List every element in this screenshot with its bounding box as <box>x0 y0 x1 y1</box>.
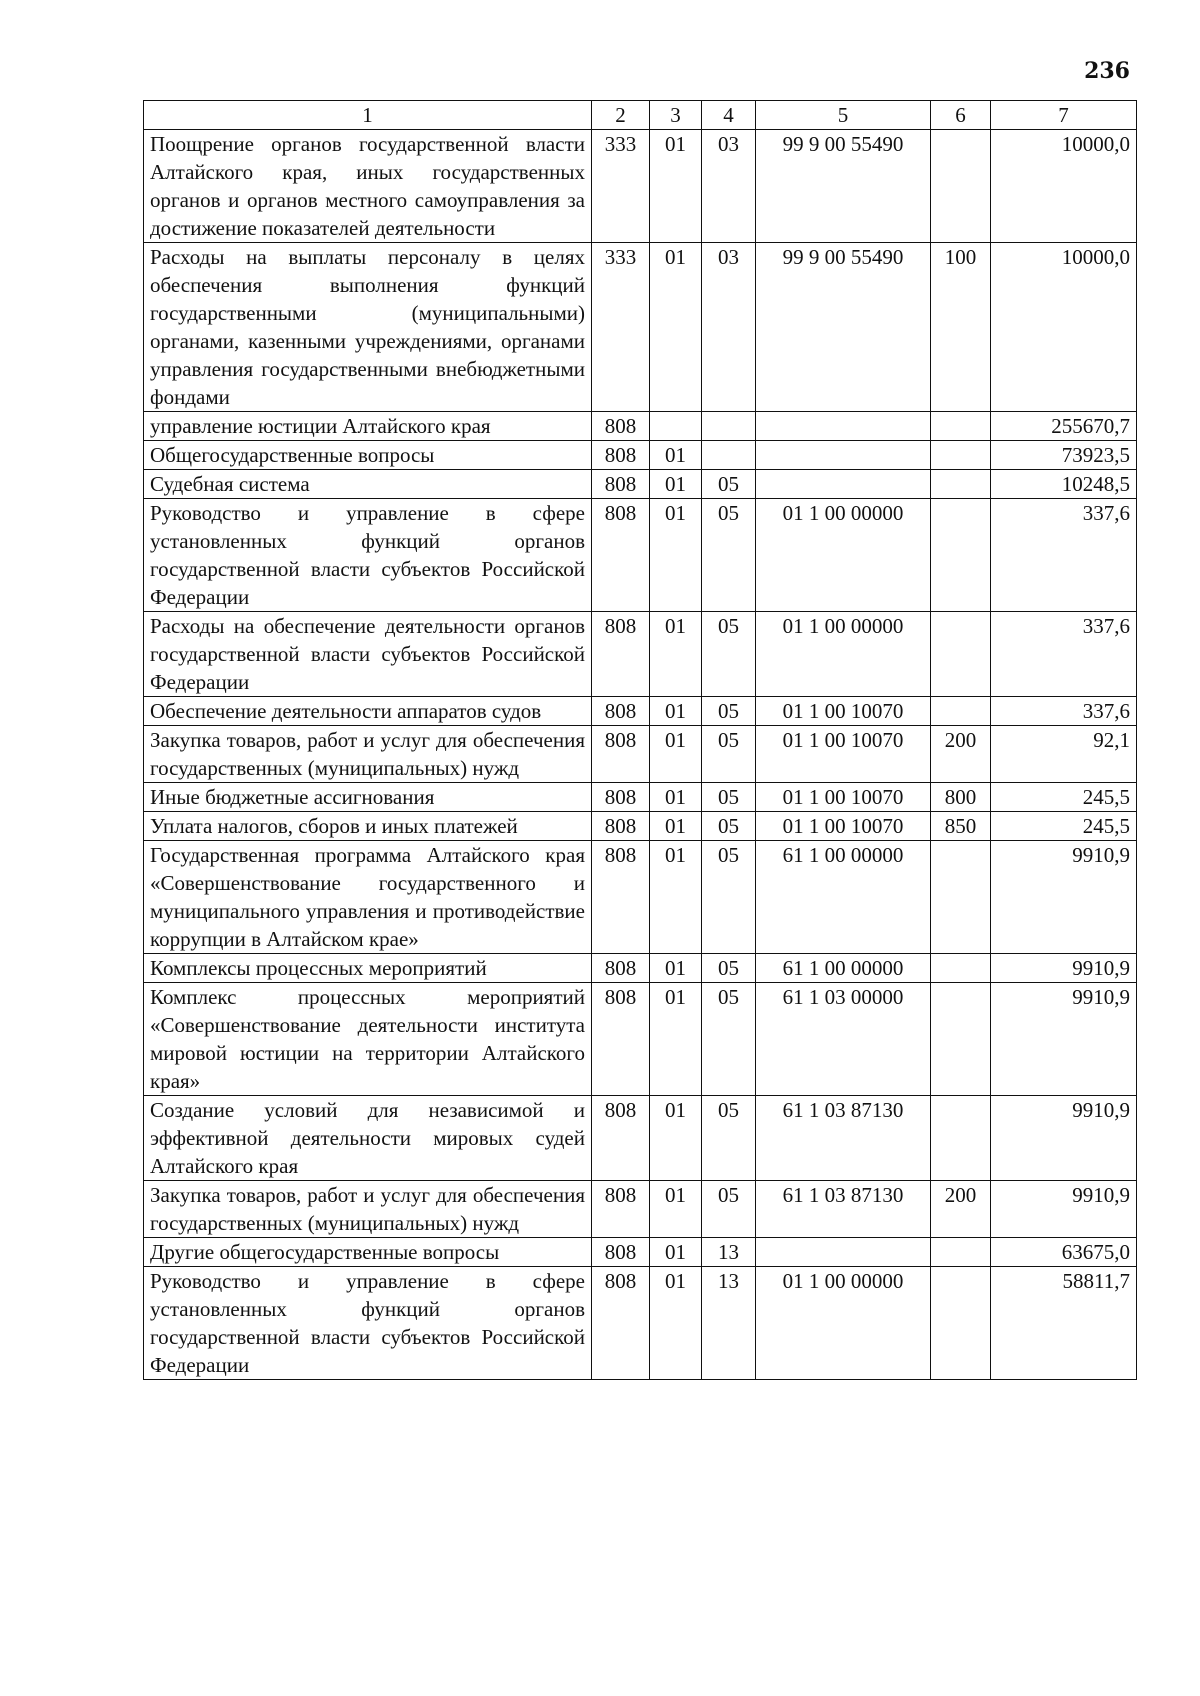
section-code-cell: 01 <box>650 841 702 954</box>
budget-table <box>143 100 1137 1380</box>
expense-type-code-cell <box>931 841 991 954</box>
ministry-code-cell: 808 <box>592 697 650 726</box>
column-header: 5 <box>756 101 931 130</box>
expense-type-code-cell <box>931 1267 991 1380</box>
target-article-code-cell: 01 1 00 10070 <box>756 726 931 783</box>
amount-cell: 9910,9 <box>991 954 1137 983</box>
table-row <box>144 841 1137 954</box>
ministry-code-cell: 808 <box>592 441 650 470</box>
subsection-code-cell: 05 <box>702 841 756 954</box>
expense-type-code-cell <box>931 1238 991 1267</box>
item-name-cell: Поощрение органов государственной власти Алтайского края, иных государственных органов и органов местного самоуправления за достижение показателей деятельности <box>144 130 592 243</box>
subsection-code-cell: 13 <box>702 1267 756 1380</box>
section-code-cell: 01 <box>650 441 702 470</box>
item-name-cell: Общегосударственные вопросы <box>144 441 592 470</box>
ministry-code-cell: 333 <box>592 130 650 243</box>
amount-cell: 63675,0 <box>991 1238 1137 1267</box>
subsection-code-cell: 05 <box>702 726 756 783</box>
section-code-cell: 01 <box>650 1181 702 1238</box>
item-name-cell: Руководство и управление в сфере установленных функций органов государственной власти субъектов Российской Федерации <box>144 1267 592 1380</box>
subsection-code-cell: 05 <box>702 783 756 812</box>
target-article-code-cell <box>756 1238 931 1267</box>
subsection-code-cell: 03 <box>702 243 756 412</box>
target-article-code-cell: 01 1 00 00000 <box>756 612 931 697</box>
section-code-cell: 01 <box>650 954 702 983</box>
item-name-cell: Другие общегосударственные вопросы <box>144 1238 592 1267</box>
target-article-code-cell: 01 1 00 00000 <box>756 499 931 612</box>
item-name-cell: Руководство и управление в сфере установленных функций органов государственной власти субъектов Российской Федерации <box>144 499 592 612</box>
amount-cell: 337,6 <box>991 612 1137 697</box>
target-article-code-cell: 61 1 00 00000 <box>756 954 931 983</box>
ministry-code-cell: 333 <box>592 243 650 412</box>
table-body <box>144 130 1137 1380</box>
item-name-cell: Создание условий для независимой и эффективной деятельности мировых судей Алтайского края <box>144 1096 592 1181</box>
expense-type-code-cell <box>931 1096 991 1181</box>
item-name-cell: Обеспечение деятельности аппаратов судов <box>144 697 592 726</box>
amount-cell: 9910,9 <box>991 983 1137 1096</box>
section-code-cell: 01 <box>650 983 702 1096</box>
page-number: 236 <box>1084 58 1130 84</box>
subsection-code-cell: 13 <box>702 1238 756 1267</box>
ministry-code-cell: 808 <box>592 841 650 954</box>
section-code-cell: 01 <box>650 243 702 412</box>
expense-type-code-cell <box>931 470 991 499</box>
table-row <box>144 412 1137 441</box>
table-row <box>144 1096 1137 1181</box>
column-header: 3 <box>650 101 702 130</box>
section-code-cell: 01 <box>650 697 702 726</box>
amount-cell: 245,5 <box>991 783 1137 812</box>
item-name-cell: Закупка товаров, работ и услуг для обеспечения государственных (муниципальных) нужд <box>144 726 592 783</box>
table-row <box>144 783 1137 812</box>
table-row <box>144 470 1137 499</box>
item-name-cell: Иные бюджетные ассигнования <box>144 783 592 812</box>
amount-cell: 9910,9 <box>991 1096 1137 1181</box>
column-header: 1 <box>144 101 592 130</box>
section-code-cell: 01 <box>650 499 702 612</box>
item-name-cell: Судебная система <box>144 470 592 499</box>
section-code-cell: 01 <box>650 612 702 697</box>
amount-cell: 10000,0 <box>991 130 1137 243</box>
ministry-code-cell: 808 <box>592 1238 650 1267</box>
target-article-code-cell <box>756 470 931 499</box>
amount-cell: 10248,5 <box>991 470 1137 499</box>
expense-type-code-cell: 800 <box>931 783 991 812</box>
target-article-code-cell: 01 1 00 10070 <box>756 812 931 841</box>
table-row <box>144 697 1137 726</box>
table-row <box>144 612 1137 697</box>
target-article-code-cell: 61 1 00 00000 <box>756 841 931 954</box>
table-row <box>144 812 1137 841</box>
table-row <box>144 243 1137 412</box>
section-code-cell: 01 <box>650 812 702 841</box>
column-header: 4 <box>702 101 756 130</box>
expense-type-code-cell <box>931 130 991 243</box>
subsection-code-cell: 05 <box>702 1181 756 1238</box>
section-code-cell: 01 <box>650 130 702 243</box>
section-code-cell: 01 <box>650 1267 702 1380</box>
expense-type-code-cell: 200 <box>931 1181 991 1238</box>
amount-cell: 337,6 <box>991 697 1137 726</box>
ministry-code-cell: 808 <box>592 1267 650 1380</box>
expense-type-code-cell <box>931 499 991 612</box>
amount-cell: 92,1 <box>991 726 1137 783</box>
target-article-code-cell: 01 1 00 00000 <box>756 1267 931 1380</box>
ministry-code-cell: 808 <box>592 954 650 983</box>
expense-type-code-cell <box>931 612 991 697</box>
item-name-cell: Закупка товаров, работ и услуг для обеспечения государственных (муниципальных) нужд <box>144 1181 592 1238</box>
ministry-code-cell: 808 <box>592 412 650 441</box>
amount-cell: 10000,0 <box>991 243 1137 412</box>
table-row <box>144 726 1137 783</box>
expense-type-code-cell <box>931 412 991 441</box>
subsection-code-cell: 05 <box>702 954 756 983</box>
subsection-code-cell: 05 <box>702 612 756 697</box>
item-name-cell: Комплекс процессных мероприятий «Совершенствование деятельности института мировой юстиции на территории Алтайского края» <box>144 983 592 1096</box>
target-article-code-cell: 01 1 00 10070 <box>756 783 931 812</box>
item-name-cell: Комплексы процессных мероприятий <box>144 954 592 983</box>
ministry-code-cell: 808 <box>592 812 650 841</box>
section-code-cell: 01 <box>650 783 702 812</box>
expense-type-code-cell <box>931 441 991 470</box>
table-row <box>144 441 1137 470</box>
subsection-code-cell: 03 <box>702 130 756 243</box>
column-header: 7 <box>991 101 1137 130</box>
subsection-code-cell: 05 <box>702 983 756 1096</box>
expense-type-code-cell <box>931 697 991 726</box>
table-row <box>144 1181 1137 1238</box>
subsection-code-cell: 05 <box>702 812 756 841</box>
section-code-cell <box>650 412 702 441</box>
amount-cell: 255670,7 <box>991 412 1137 441</box>
target-article-code-cell: 61 1 03 00000 <box>756 983 931 1096</box>
ministry-code-cell: 808 <box>592 983 650 1096</box>
table-row <box>144 499 1137 612</box>
section-code-cell: 01 <box>650 470 702 499</box>
target-article-code-cell: 61 1 03 87130 <box>756 1096 931 1181</box>
amount-cell: 73923,5 <box>991 441 1137 470</box>
ministry-code-cell: 808 <box>592 1096 650 1181</box>
target-article-code-cell: 99 9 00 55490 <box>756 243 931 412</box>
ministry-code-cell: 808 <box>592 470 650 499</box>
target-article-code-cell <box>756 441 931 470</box>
header-row <box>144 101 1137 130</box>
table-row <box>144 1267 1137 1380</box>
ministry-code-cell: 808 <box>592 726 650 783</box>
amount-cell: 337,6 <box>991 499 1137 612</box>
table-row <box>144 983 1137 1096</box>
table-row <box>144 954 1137 983</box>
subsection-code-cell: 05 <box>702 1096 756 1181</box>
target-article-code-cell <box>756 412 931 441</box>
expense-type-code-cell <box>931 983 991 1096</box>
ministry-code-cell: 808 <box>592 612 650 697</box>
item-name-cell: Расходы на обеспечение деятельности органов государственной власти субъектов Российской Федерации <box>144 612 592 697</box>
target-article-code-cell: 01 1 00 10070 <box>756 697 931 726</box>
item-name-cell: Уплата налогов, сборов и иных платежей <box>144 812 592 841</box>
column-header: 2 <box>592 101 650 130</box>
amount-cell: 9910,9 <box>991 841 1137 954</box>
ministry-code-cell: 808 <box>592 1181 650 1238</box>
table-row <box>144 130 1137 243</box>
item-name-cell: Расходы на выплаты персоналу в целях обеспечения выполнения функций государственными (муниципальными) органами, казенными учреждениями, органами управления государственными внебюджетными фондами <box>144 243 592 412</box>
target-article-code-cell: 99 9 00 55490 <box>756 130 931 243</box>
amount-cell: 9910,9 <box>991 1181 1137 1238</box>
amount-cell: 58811,7 <box>991 1267 1137 1380</box>
subsection-code-cell: 05 <box>702 470 756 499</box>
section-code-cell: 01 <box>650 1096 702 1181</box>
ministry-code-cell: 808 <box>592 783 650 812</box>
subsection-code-cell <box>702 441 756 470</box>
expense-type-code-cell: 850 <box>931 812 991 841</box>
section-code-cell: 01 <box>650 726 702 783</box>
subsection-code-cell: 05 <box>702 697 756 726</box>
expense-type-code-cell: 100 <box>931 243 991 412</box>
expense-type-code-cell <box>931 954 991 983</box>
target-article-code-cell: 61 1 03 87130 <box>756 1181 931 1238</box>
section-code-cell: 01 <box>650 1238 702 1267</box>
column-header: 6 <box>931 101 991 130</box>
item-name-cell: Государственная программа Алтайского края «Совершенствование государственного и муниципального управления и противодействие коррупции в Алтайском крае» <box>144 841 592 954</box>
subsection-code-cell: 05 <box>702 499 756 612</box>
ministry-code-cell: 808 <box>592 499 650 612</box>
item-name-cell: управление юстиции Алтайского края <box>144 412 592 441</box>
subsection-code-cell <box>702 412 756 441</box>
expense-type-code-cell: 200 <box>931 726 991 783</box>
amount-cell: 245,5 <box>991 812 1137 841</box>
table-row <box>144 1238 1137 1267</box>
